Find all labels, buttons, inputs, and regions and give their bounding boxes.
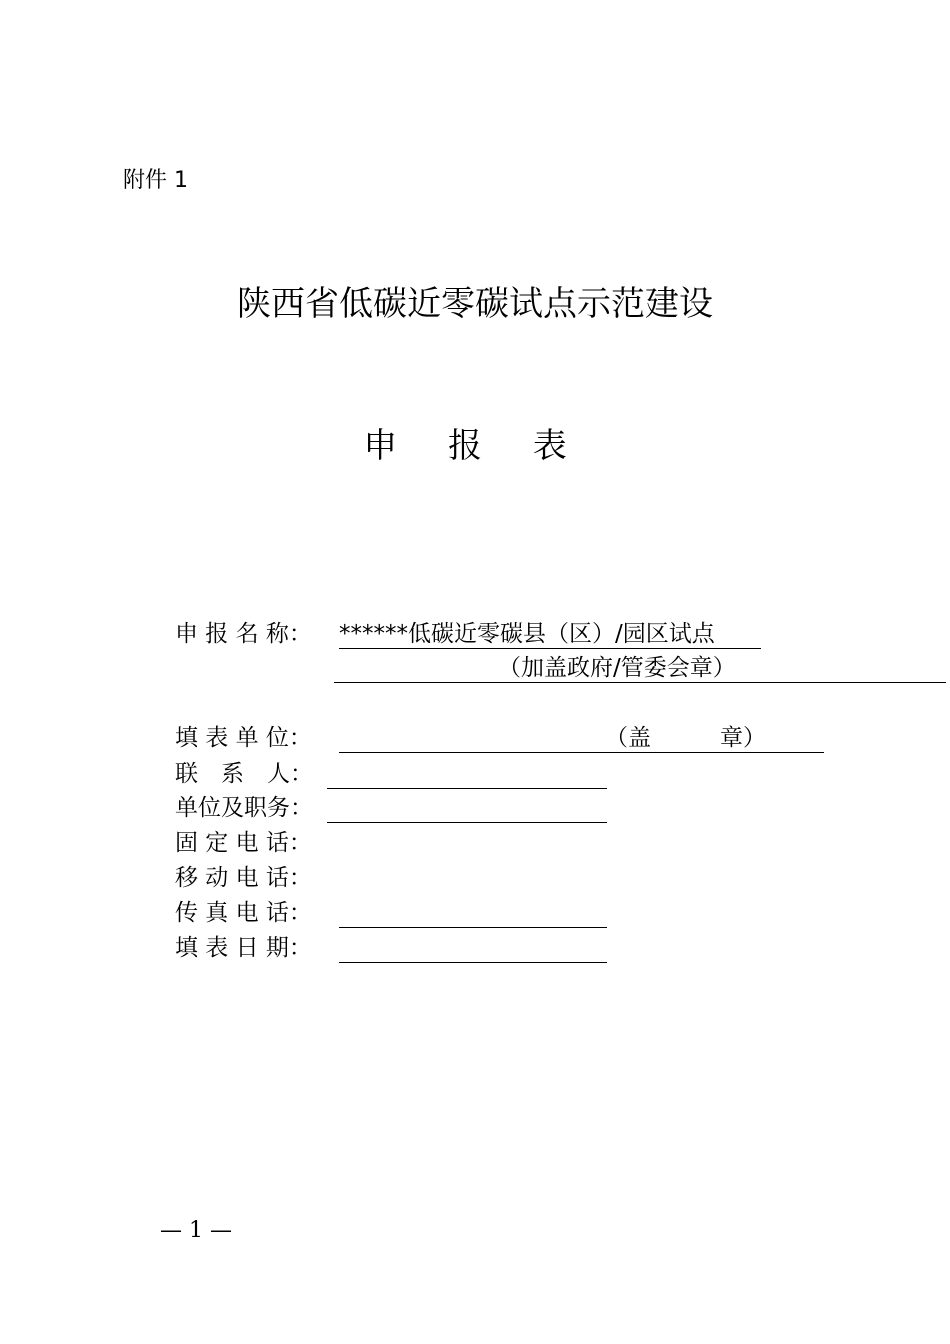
field-position-label: 单位及职务：: [175, 795, 313, 821]
field-mobile: [175, 862, 615, 894]
document-title: 陕西省低碳近零碳试点示范建设: [237, 284, 713, 324]
field-position: [175, 792, 615, 824]
field-fill-unit: [175, 722, 835, 754]
page-number: — 1 —: [160, 1218, 232, 1243]
field-fax: [175, 897, 615, 929]
field-application-name: [175, 618, 875, 650]
fill-date-underline: [339, 932, 607, 963]
document-subtitle: [0, 418, 950, 467]
field-landline: [175, 827, 615, 859]
field-application-name-label: 申 报 名 称：: [175, 621, 312, 647]
field-contact-label: 联 系 人：: [175, 761, 313, 787]
field-fill-date-label: 填 表 日 期：: [175, 935, 312, 961]
application-name-value: ******低碳近零碳县（区）/园区试点: [339, 621, 715, 647]
application-name-note: （加盖政府/管委会章）: [498, 655, 736, 681]
contact-underline: [327, 758, 607, 789]
attachment-label: 附件 1: [123, 168, 188, 193]
field-fill-unit-label: 填 表 单 位：: [175, 725, 312, 751]
field-mobile-label: 移 动 电 话：: [175, 865, 312, 891]
field-fax-label: 传 真 电 话：: [175, 900, 312, 926]
field-landline-label: 固 定 电 话：: [175, 830, 312, 856]
subtitle-text: 申 报 表: [363, 426, 587, 466]
position-underline: [327, 792, 607, 823]
field-fill-date: [175, 932, 615, 964]
field-application-name-note: [334, 652, 946, 684]
fax-underline: [339, 897, 607, 928]
fill-unit-stamp: （盖 章）: [605, 725, 766, 751]
field-contact: [175, 758, 615, 790]
